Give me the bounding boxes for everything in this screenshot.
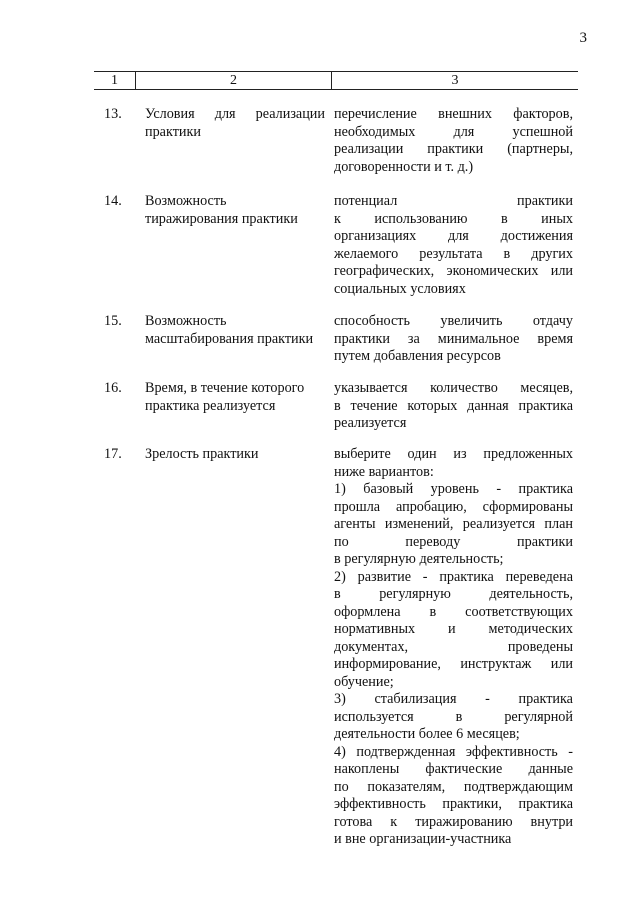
row-name-line: Возможность [145, 193, 227, 209]
page-number: 3 [579, 30, 587, 46]
header-col-3: 3 [451, 73, 459, 88]
row-desc-line: в регулярную деятельность; [334, 551, 504, 567]
row-desc-line: деятельности более 6 месяцев; [334, 726, 520, 742]
table-header [94, 71, 578, 90]
row-number: 14. [104, 193, 122, 209]
row-name-line: Условия для реализации [145, 106, 325, 122]
row-name-line: Возможность [145, 313, 227, 329]
row-name-line: масштабирования практики [145, 330, 314, 347]
row-name [145, 380, 325, 415]
header-col-1: 1 [94, 72, 136, 89]
row-description [334, 313, 573, 366]
row-number: 17. [104, 446, 122, 462]
row-name-line: Зрелость практики [145, 446, 259, 462]
row-desc-line: по показателям, подтверждающим [334, 778, 573, 795]
row-desc-line: 2) развитие - практика переведена [334, 568, 573, 585]
row-desc-line: необходимых для успешной [334, 123, 573, 140]
row-description [334, 193, 573, 298]
row-desc-line: к использованию в иных [334, 210, 573, 227]
row-desc-line: выберите один из предложенных [334, 446, 573, 462]
row-number: 15. [104, 313, 122, 329]
row-description [334, 380, 573, 433]
row-name [145, 106, 325, 141]
row-name-line: Время, в течение которого [145, 380, 305, 396]
row-desc-line: социальных условиях [334, 280, 466, 297]
row-desc-line: обучение; [334, 673, 394, 690]
row-desc-line: 4) подтвержденная эффективность - [334, 743, 573, 760]
row-desc-line: по переводу практики [334, 533, 573, 550]
row-desc-line: географических, экономических или [334, 263, 573, 279]
row-desc-line: договоренности и т. д.) [334, 158, 474, 175]
row-desc-line: оформлена в соответствующих [334, 603, 573, 620]
row-desc-line: информирование, инструктаж или [334, 656, 573, 672]
row-desc-line: накоплены фактические данные [334, 761, 573, 777]
row-name-line: тиражирования практики [145, 210, 298, 227]
row-desc-line: перечисление внешних факторов, [334, 106, 573, 122]
row-desc-line: практики за минимальное время [334, 330, 573, 347]
row-desc-line: готова к тиражированию внутри [334, 813, 573, 830]
row-desc-line: документах, проведены [334, 638, 573, 655]
row-name [145, 446, 325, 464]
row-desc-line: организациях для достижения [334, 228, 573, 244]
row-desc-line: используется в регулярной [334, 708, 573, 725]
row-desc-line: и вне организации-участника [334, 831, 512, 847]
row-desc-line: 3) стабилизация - практика [334, 691, 573, 707]
header-col-2: 2 [136, 72, 332, 89]
row-number: 13. [104, 106, 122, 122]
row-desc-line: прошла апробацию, сформированы [334, 498, 573, 515]
row-name [145, 193, 325, 228]
row-name-line: практика реализуется [145, 397, 276, 414]
row-description [334, 106, 573, 176]
row-desc-line: реализации практики (партнеры, [334, 141, 573, 157]
row-desc-line: реализуется [334, 415, 407, 431]
row-desc-line: путем добавления ресурсов [334, 348, 501, 364]
row-desc-line: в регулярную деятельность, [334, 586, 573, 602]
row-desc-line: эффективность практики, практика [334, 796, 573, 812]
row-desc-line: в течение которых данная практика [334, 397, 573, 414]
row-desc-line: 1) базовый уровень - практика [334, 481, 573, 497]
row-desc-line: агенты изменений, реализуется план [334, 516, 573, 532]
row-desc-line: потенциал практики [334, 193, 573, 209]
row-name [145, 313, 325, 348]
row-desc-line: ниже вариантов: [334, 463, 434, 480]
row-number: 16. [104, 380, 122, 396]
row-desc-line: указывается количество месяцев, [334, 380, 573, 396]
row-desc-line: желаемого результата в других [334, 245, 573, 262]
row-description [334, 446, 573, 849]
row-desc-line: нормативных и методических [334, 621, 573, 637]
row-desc-line: способность увеличить отдачу [334, 313, 573, 329]
row-name-line: практики [145, 123, 201, 140]
